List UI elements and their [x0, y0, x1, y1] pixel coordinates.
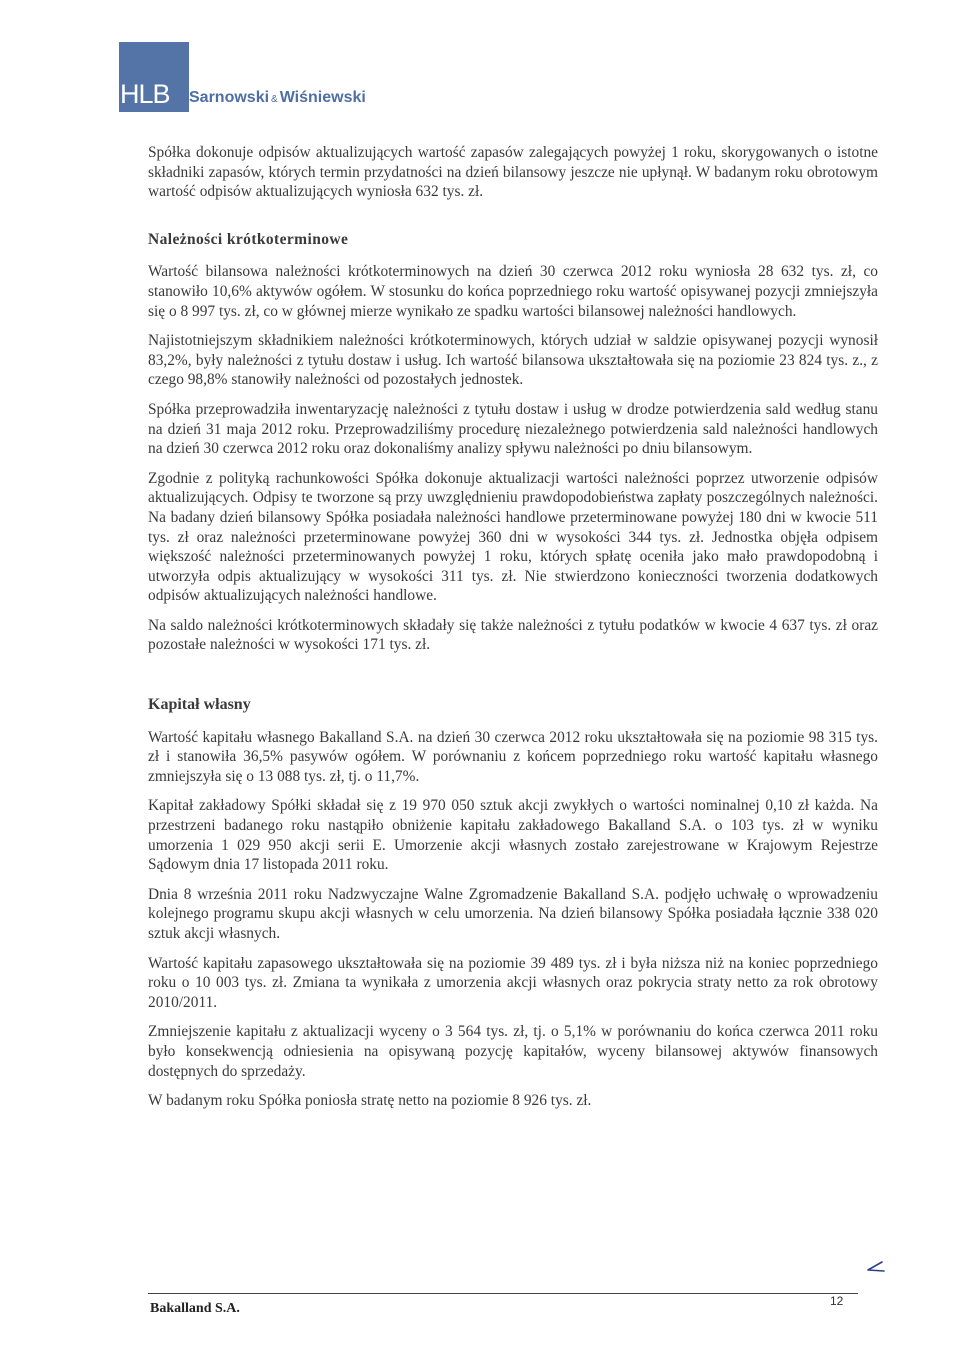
logo-box-text: HLB	[120, 79, 170, 109]
equity-paragraph: Dnia 8 września 2011 roku Nadzwyczajne Walne Zgromadzenie Bakalland S.A. podjęło uchwałę o wprowadzeniu kolejnego programu skupu akcji własnych w celu umorzenia. Na dzień bilansowy Spółka posiadała łącznie 338 020 sztuk akcji własnych.	[148, 885, 878, 942]
intro-paragraph: Spółka dokonuje odpisów aktualizujących wartość zapasów zalegających powyżej 1 roku, skorygowanych o istotne składniki zapasów, których termin przydatności na dzień bilansowy jeszcze nie upłynął. W badanym roku obrotowym wartość odpisów aktualizujących wyniosła 632 tys. zł.	[148, 144, 878, 201]
section-heading-equity: Kapitał własny	[148, 696, 251, 714]
logo-name-first: Sarnowski	[189, 89, 270, 106]
receivables-paragraph: Najistotniejszym składnikiem należności krótkoterminowych, których udział w saldzie opisywanej pozycji wynosił 83,2%, były należności z tytułu dostaw i usług. Ich wartość bilansowa ukształtowała się na poziomie 23 824 tys. z., z czego 98,8% stanowiły należności od pozostałych jednostek.	[148, 332, 878, 389]
receivables-paragraph: Wartość bilansowa należności krótkoterminowych na dzień 30 czerwca 2012 roku wyniosła 28 632 tys. zł, co stanowiło 10,6% aktywów ogółem. W stosunku do końca poprzedniego roku wartość opisywanej pozycji zmniejszyła się o 8 997 tys. zł, co w głównej mierze wynikało ze spadku wartości bilansowej należności handlowych.	[148, 263, 878, 320]
equity-paragraph: Wartość kapitału zapasowego ukształtowała się na poziomie 39 489 tys. zł i była niższa niż na koniec poprzedniego roku o 10 003 tys. zł. Zmiana ta wynikała z umorzenia akcji własnych oraz pokrycia straty netto za rok obrotowy 2010/2011.	[148, 954, 878, 1011]
section-heading-receivables: Należności krótkoterminowe	[148, 230, 349, 248]
logo-box	[119, 42, 189, 112]
logo-ampersand: &	[271, 94, 278, 105]
handwritten-initial-mark	[862, 1261, 888, 1275]
footer-divider	[148, 1293, 858, 1294]
receivables-paragraph: Zgodnie z polityką rachunkowości Spółka dokonuje aktualizacji wartości należności poprzez utworzenie odpisów aktualizujących. Odpisy te tworzone są przy uwzględnieniu prawdopodobieństwa zapłaty poszczególnych należności. Na badany dzień bilansowy Spółka posiadała należności handlowe przeterminowane powyżej 180 dni w kwocie 511 tys. zł oraz należności przeterminowane powyżej 360 dni w wysokości 344 tys. zł. Jednostka objęła odpisem większość należności przeterminowanych powyżej 1 roku, których spłatę oceniła jako mało prawdopodobną i utworzyła odpis aktualizujący w wysokości 311 tys. zł. Nie stwierdzono konieczności tworzenia dodatkowych odpisów aktualizujących należności handlowe.	[148, 469, 878, 605]
logo-firm-name	[189, 90, 366, 106]
equity-paragraph: Wartość kapitału własnego Bakalland S.A. na dzień 30 czerwca 2012 roku ukształtowała się na poziomie 98 315 tys. zł i stanowiła 36,5% pasywów ogółem. W porównaniu z końcem poprzedniego roku wartość kapitału własnego zmniejszyła się o 13 088 tys. zł, tj. o 11,7%.	[148, 728, 878, 785]
receivables-paragraph: Spółka przeprowadziła inwentaryzację należności z tytułu dostaw i usług w drodze potwierdzenia sald według stanu na dzień 31 maja 2012 roku. Przeprowadziliśmy procedurę niezależnego potwierdzenia sald należności handlowych na dzień 30 czerwca 2012 roku oraz dokonaliśmy analizy spływu należności po dniu bilansowym.	[148, 400, 878, 458]
footer-company-name: Bakalland S.A.	[150, 1301, 240, 1316]
equity-paragraph: Zmniejszenie kapitału z aktualizacji wyceny o 3 564 tys. zł, tj. o 5,1% w porównaniu do końca czerwca 2011 roku było konsekwencją odniesienia na opisywaną pozycję kapitałów, wyceny bilansowej aktywów finansowych dostępnych do sprzedaży.	[148, 1023, 878, 1080]
equity-paragraph: Kapitał zakładowy Spółki składał się z 19 970 050 sztuk akcji zwykłych o wartości nominalnej 0,10 zł każda. Na przestrzeni badanego roku nastąpiło obniżenie kapitału zakładowego Bakalland S.A. o 103 tys. zł w wyniku umorzenia 1 029 950 akcji serii E. Umorzenie akcji własnych zostało zarejestrowane w Krajowym Rejestrze Sądowym dnia 17 listopada 2011 roku.	[148, 797, 878, 874]
equity-paragraph: W badanym roku Spółka poniosła stratę netto na poziomie 8 926 tys. zł.	[148, 1092, 592, 1110]
page-number: 12	[830, 1294, 844, 1308]
company-logo	[119, 42, 366, 112]
receivables-paragraph: Na saldo należności krótkoterminowych składały się także należności z tytułu podatków w kwocie 4 637 tys. zł oraz pozostałe należności w wysokości 171 tys. zł.	[148, 616, 878, 654]
logo-name-second: Wiśniewski	[279, 89, 366, 106]
document-body	[148, 143, 878, 1121]
